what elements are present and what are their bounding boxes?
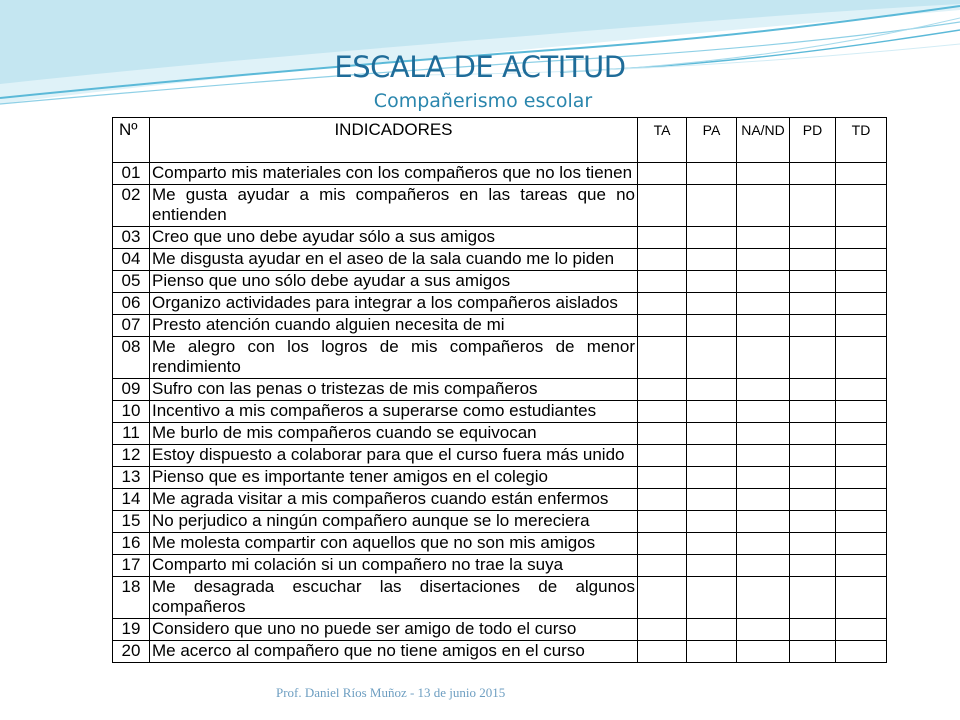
answer-cell-ta[interactable] <box>638 423 687 445</box>
row-indicator: Considero que uno no puede ser amigo de todo el curso <box>150 619 638 641</box>
row-number: 06 <box>113 293 150 315</box>
table-row <box>113 641 887 663</box>
table-header-row <box>113 118 887 163</box>
header-option-td: TD <box>836 118 887 163</box>
header-option-pd: PD <box>790 118 836 163</box>
answer-cell-pa[interactable] <box>687 577 737 619</box>
row-number: 14 <box>113 489 150 511</box>
table-row <box>113 445 887 467</box>
answer-cell-pa[interactable] <box>687 423 737 445</box>
header-option-pa: PA <box>687 118 737 163</box>
answer-cell-ta[interactable] <box>638 379 687 401</box>
table-row <box>113 315 887 337</box>
table-row <box>113 293 887 315</box>
answer-cell-pd[interactable] <box>790 337 836 379</box>
answer-cell-pa[interactable] <box>687 511 737 533</box>
answer-cell-td[interactable] <box>836 511 887 533</box>
row-indicator: Me desagrada escuchar las disertaciones de algunos compañeros <box>150 577 638 619</box>
row-indicator: Comparto mis materiales con los compañeros que no los tienen <box>150 163 638 185</box>
table-row <box>113 337 887 379</box>
answer-cell-pd[interactable] <box>790 163 836 185</box>
answer-cell-ta[interactable] <box>638 315 687 337</box>
answer-cell-td[interactable] <box>836 185 887 227</box>
answer-cell-ta[interactable] <box>638 489 687 511</box>
answer-cell-pd[interactable] <box>790 249 836 271</box>
answer-cell-na-nd[interactable] <box>737 423 790 445</box>
answer-cell-pa[interactable] <box>687 401 737 423</box>
answer-cell-pa[interactable] <box>687 271 737 293</box>
answer-cell-ta[interactable] <box>638 577 687 619</box>
answer-cell-td[interactable] <box>836 467 887 489</box>
answer-cell-pa[interactable] <box>687 467 737 489</box>
answer-cell-pa[interactable] <box>687 337 737 379</box>
row-indicator: Me burlo de mis compañeros cuando se equivocan <box>150 423 638 445</box>
row-number: 12 <box>113 445 150 467</box>
answer-cell-td[interactable] <box>836 445 887 467</box>
answer-cell-na-nd[interactable] <box>737 555 790 577</box>
row-indicator: Presto atención cuando alguien necesita de mi <box>150 315 638 337</box>
row-indicator: Pienso que uno sólo debe ayudar a sus amigos <box>150 271 638 293</box>
answer-cell-ta[interactable] <box>638 293 687 315</box>
table-row <box>113 489 887 511</box>
answer-cell-na-nd[interactable] <box>737 249 790 271</box>
slide-subtitle: Compañerismo escolar <box>373 90 593 112</box>
table-row <box>113 511 887 533</box>
answer-cell-pa[interactable] <box>687 641 737 663</box>
answer-cell-ta[interactable] <box>638 445 687 467</box>
answer-cell-ta[interactable] <box>638 511 687 533</box>
row-number: 01 <box>113 163 150 185</box>
row-indicator: Incentivo a mis compañeros a superarse como estudiantes <box>150 401 638 423</box>
answer-cell-ta[interactable] <box>638 337 687 379</box>
answer-cell-na-nd[interactable] <box>737 511 790 533</box>
answer-cell-na-nd[interactable] <box>737 315 790 337</box>
table-row <box>113 423 887 445</box>
answer-cell-pd[interactable] <box>790 533 836 555</box>
answer-cell-pd[interactable] <box>790 379 836 401</box>
footer-credit: Prof. Daniel Ríos Muñoz - 13 de junio 2015 <box>276 685 506 700</box>
row-indicator: Sufro con las penas o tristezas de mis compañeros <box>150 379 638 401</box>
answer-cell-na-nd[interactable] <box>737 401 790 423</box>
row-indicator: Me gusta ayudar a mis compañeros en las tareas que no entienden <box>150 185 638 227</box>
row-indicator: Pienso que es importante tener amigos en el colegio <box>150 467 638 489</box>
answer-cell-na-nd[interactable] <box>737 489 790 511</box>
answer-cell-ta[interactable] <box>638 163 687 185</box>
table-row <box>113 227 887 249</box>
row-indicator: Me acerco al compañero que no tiene amigos en el curso <box>150 641 638 663</box>
row-number: 03 <box>113 227 150 249</box>
answer-cell-na-nd[interactable] <box>737 641 790 663</box>
table-row <box>113 619 887 641</box>
row-number: 13 <box>113 467 150 489</box>
row-indicator: Creo que uno debe ayudar sólo a sus amigos <box>150 227 638 249</box>
row-number: 08 <box>113 337 150 379</box>
answer-cell-pa[interactable] <box>687 533 737 555</box>
row-number: 11 <box>113 423 150 445</box>
answer-cell-pd[interactable] <box>790 577 836 619</box>
answer-cell-td[interactable] <box>836 577 887 619</box>
row-indicator: Organizo actividades para integrar a los compañeros aislados <box>150 293 638 315</box>
answer-cell-pa[interactable] <box>687 185 737 227</box>
answer-cell-ta[interactable] <box>638 249 687 271</box>
row-number: 19 <box>113 619 150 641</box>
answer-cell-na-nd[interactable] <box>737 379 790 401</box>
answer-cell-td[interactable] <box>836 533 887 555</box>
slide-title: ESCALA DE ACTITUD <box>334 50 626 84</box>
row-indicator: Estoy dispuesto a colaborar para que el curso fuera más unido <box>150 445 638 467</box>
answer-cell-pa[interactable] <box>687 249 737 271</box>
answer-cell-pa[interactable] <box>687 445 737 467</box>
answer-cell-pd[interactable] <box>790 185 836 227</box>
answer-cell-ta[interactable] <box>638 619 687 641</box>
table-row <box>113 271 887 293</box>
answer-cell-na-nd[interactable] <box>737 577 790 619</box>
row-number: 15 <box>113 511 150 533</box>
row-indicator: Comparto mi colación si un compañero no trae la suya <box>150 555 638 577</box>
row-number: 16 <box>113 533 150 555</box>
header-option-ta: TA <box>638 118 687 163</box>
answer-cell-ta[interactable] <box>638 467 687 489</box>
answer-cell-na-nd[interactable] <box>737 445 790 467</box>
answer-cell-na-nd[interactable] <box>737 619 790 641</box>
answer-cell-na-nd[interactable] <box>737 467 790 489</box>
row-number: 07 <box>113 315 150 337</box>
answer-cell-pd[interactable] <box>790 511 836 533</box>
answer-cell-td[interactable] <box>836 337 887 379</box>
answer-cell-pd[interactable] <box>790 271 836 293</box>
row-number: 20 <box>113 641 150 663</box>
answer-cell-pa[interactable] <box>687 379 737 401</box>
row-number: 04 <box>113 249 150 271</box>
answer-cell-td[interactable] <box>836 423 887 445</box>
table-row <box>113 401 887 423</box>
answer-cell-pd[interactable] <box>790 445 836 467</box>
answer-cell-pd[interactable] <box>790 619 836 641</box>
table-row <box>113 185 887 227</box>
row-indicator: Me alegro con los logros de mis compañeros de menor rendimiento <box>150 337 638 379</box>
table-row <box>113 533 887 555</box>
answer-cell-pd[interactable] <box>790 293 836 315</box>
answer-cell-pa[interactable] <box>687 315 737 337</box>
table-row <box>113 577 887 619</box>
answer-cell-td[interactable] <box>836 271 887 293</box>
answer-cell-pd[interactable] <box>790 227 836 249</box>
row-number: 10 <box>113 401 150 423</box>
answer-cell-pa[interactable] <box>687 555 737 577</box>
answer-cell-na-nd[interactable] <box>737 185 790 227</box>
row-number: 17 <box>113 555 150 577</box>
answer-cell-ta[interactable] <box>638 185 687 227</box>
answer-cell-ta[interactable] <box>638 533 687 555</box>
row-number: 09 <box>113 379 150 401</box>
answer-cell-td[interactable] <box>836 401 887 423</box>
answer-cell-td[interactable] <box>836 249 887 271</box>
answer-cell-ta[interactable] <box>638 401 687 423</box>
answer-cell-pa[interactable] <box>687 163 737 185</box>
answer-cell-td[interactable] <box>836 555 887 577</box>
row-indicator: Me disgusta ayudar en el aseo de la sala cuando me lo piden <box>150 249 638 271</box>
answer-cell-pa[interactable] <box>687 619 737 641</box>
table-row <box>113 467 887 489</box>
answer-cell-pd[interactable] <box>790 401 836 423</box>
answer-cell-na-nd[interactable] <box>737 337 790 379</box>
answer-cell-ta[interactable] <box>638 555 687 577</box>
answer-cell-td[interactable] <box>836 163 887 185</box>
answer-cell-td[interactable] <box>836 315 887 337</box>
attitude-scale-table <box>112 117 887 663</box>
answer-cell-na-nd[interactable] <box>737 293 790 315</box>
table-row <box>113 163 887 185</box>
answer-cell-td[interactable] <box>836 379 887 401</box>
table-row <box>113 555 887 577</box>
answer-cell-pd[interactable] <box>790 555 836 577</box>
table-row <box>113 379 887 401</box>
answer-cell-td[interactable] <box>836 619 887 641</box>
answer-cell-pa[interactable] <box>687 227 737 249</box>
row-indicator: Me agrada visitar a mis compañeros cuando están enfermos <box>150 489 638 511</box>
header-option-na-nd: NA/ND <box>737 118 790 163</box>
answer-cell-pa[interactable] <box>687 489 737 511</box>
row-indicator: No perjudico a ningún compañero aunque se lo mereciera <box>150 511 638 533</box>
row-number: 02 <box>113 185 150 227</box>
answer-cell-pd[interactable] <box>790 489 836 511</box>
header-number: Nº <box>113 118 150 163</box>
answer-cell-pd[interactable] <box>790 467 836 489</box>
answer-cell-td[interactable] <box>836 489 887 511</box>
answer-cell-td[interactable] <box>836 293 887 315</box>
answer-cell-pd[interactable] <box>790 423 836 445</box>
answer-cell-td[interactable] <box>836 641 887 663</box>
answer-cell-ta[interactable] <box>638 641 687 663</box>
answer-cell-na-nd[interactable] <box>737 533 790 555</box>
answer-cell-na-nd[interactable] <box>737 227 790 249</box>
answer-cell-ta[interactable] <box>638 227 687 249</box>
row-number: 05 <box>113 271 150 293</box>
answer-cell-pa[interactable] <box>687 293 737 315</box>
answer-cell-na-nd[interactable] <box>737 163 790 185</box>
header-indicators: INDICADORES <box>150 118 638 163</box>
row-number: 18 <box>113 577 150 619</box>
answer-cell-pd[interactable] <box>790 641 836 663</box>
answer-cell-td[interactable] <box>836 227 887 249</box>
answer-cell-na-nd[interactable] <box>737 271 790 293</box>
answer-cell-pd[interactable] <box>790 315 836 337</box>
answer-cell-ta[interactable] <box>638 271 687 293</box>
table-row <box>113 249 887 271</box>
row-indicator: Me molesta compartir con aquellos que no son mis amigos <box>150 533 638 555</box>
